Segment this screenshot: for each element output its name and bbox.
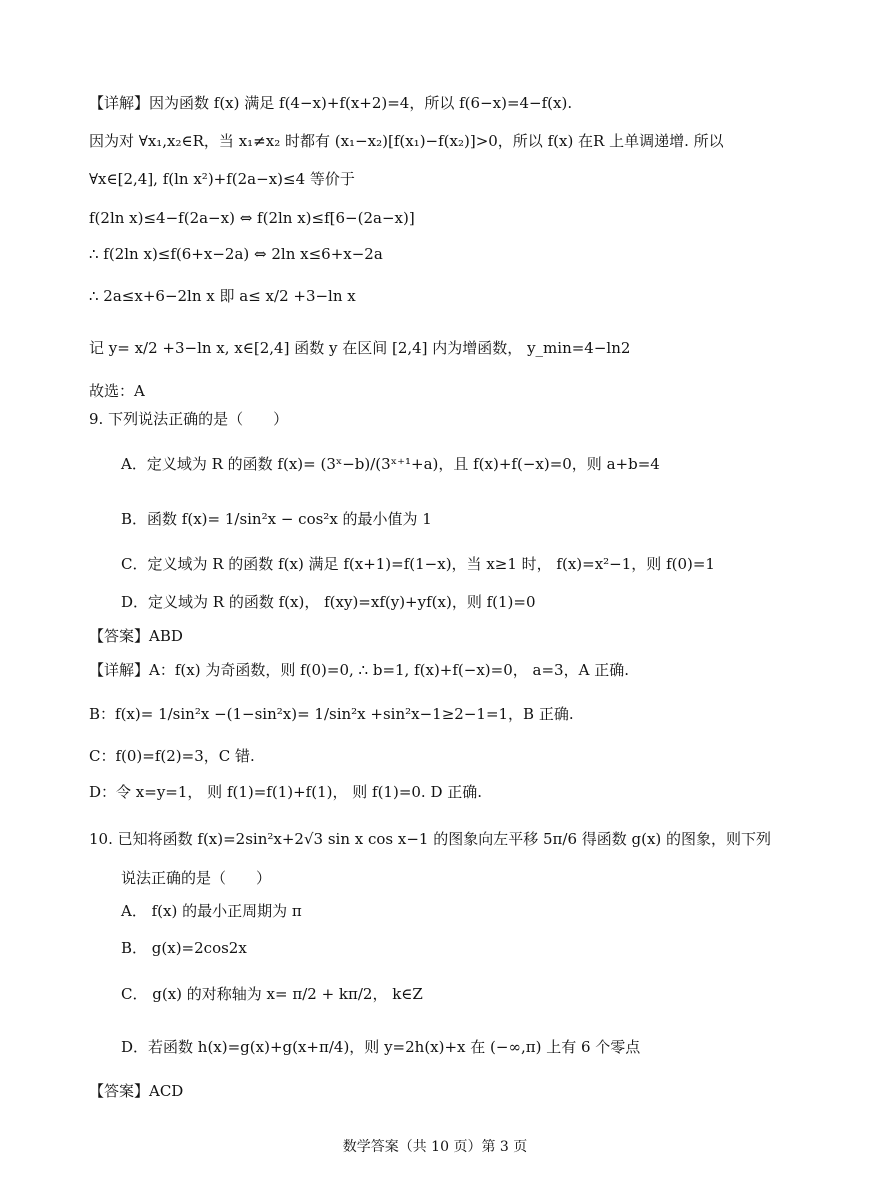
detail-step-1: f(2ln x)≤4−f(2a−x) ⇔ f(2ln x)≤f[6−(2a−x)] (89, 209, 415, 227)
question-9: 9. 下列说法正确的是（ ） (89, 410, 289, 428)
explanation-9-c: C：f(0)=f(2)=3，C 错. (89, 747, 255, 765)
question-9-option-d: D．定义域为 R 的函数 f(x)， f(xy)=xf(y)+yf(x)，则 f(1)=0 (121, 593, 536, 611)
detail-step-3: ∴ 2a≤x+6−2ln x 即 a≤ x/2 +3−ln x (89, 287, 356, 305)
answer-10: 【答案】ACD (89, 1082, 184, 1100)
question-10-stem-end: 说法正确的是（ ） (121, 869, 272, 887)
question-10-option-a: A． f(x) 的最小正周期为 π (121, 902, 302, 920)
question-10-option-b: B． g(x)=2cos2x (121, 939, 247, 957)
answer-9: 【答案】ABD (89, 627, 183, 645)
question-9-option-a: A．定义域为 R 的函数 f(x)= (3ˣ−b)/(3ˣ⁺¹+a)，且 f(x)+f(−x)=0，则 a+b=4 (121, 455, 660, 473)
question-10: 10. 已知将函数 f(x)=2sin²x+2√3 sin x cos x−1 的图象向左平移 5π/6 得函数 g(x) 的图象，则下列 (89, 830, 772, 848)
question-9-option-c: C．定义域为 R 的函数 f(x) 满足 f(x+1)=f(1−x)，当 x≥1 时， f(x)=x²−1，则 f(0)=1 (121, 555, 715, 573)
question-9-option-b: B．函数 f(x)= 1/sin²x − cos²x 的最小值为 1 (121, 510, 432, 528)
explanation-9-b: B：f(x)= 1/sin²x −(1−sin²x)= 1/sin²x +sin²x−1≥2−1=1，B 正确. (89, 705, 574, 723)
choice-result: 故选：A (89, 382, 145, 400)
explanation-9-a: 【详解】A：f(x) 为奇函数，则 f(0)=0, ∴ b=1, f(x)+f(−x)=0， a=3，A 正确. (89, 661, 629, 679)
detail-step-2: ∴ f(2ln x)≤f(6+x−2a) ⇔ 2ln x≤6+x−2a (89, 245, 383, 263)
page-footer: 数学答案（共 10 页）第 3 页 (342, 1139, 528, 1155)
question-10-option-d: D．若函数 h(x)=g(x)+g(x+π/4)，则 y=2h(x)+x 在 (−∞,π) 上有 6 个零点 (121, 1038, 641, 1056)
detail-intro: 【详解】因为函数 f(x) 满足 f(4−x)+f(x+2)=4，所以 f(6−x)=4−f(x). (89, 94, 573, 112)
detail-step-4: 记 y= x/2 +3−ln x, x∈[2,4] 函数 y 在区间 [2,4] 内为增函数， y_min=4−ln2 (89, 339, 631, 357)
detail-equivalent: ∀x∈[2,4], f(ln x²)+f(2a−x)≤4 等价于 (89, 170, 355, 188)
explanation-9-d: D：令 x=y=1， 则 f(1)=f(1)+f(1)， 则 f(1)=0. D 正确. (89, 783, 483, 801)
detail-monotonic: 因为对 ∀x₁,x₂∈R，当 x₁≠x₂ 时都有 (x₁−x₂)[f(x₁)−f(x₂)]>0，所以 f(x) 在R 上单调递增. 所以 (89, 132, 724, 150)
question-10-option-c: C． g(x) 的对称轴为 x= π/2 + kπ/2， k∈Z (121, 985, 423, 1003)
